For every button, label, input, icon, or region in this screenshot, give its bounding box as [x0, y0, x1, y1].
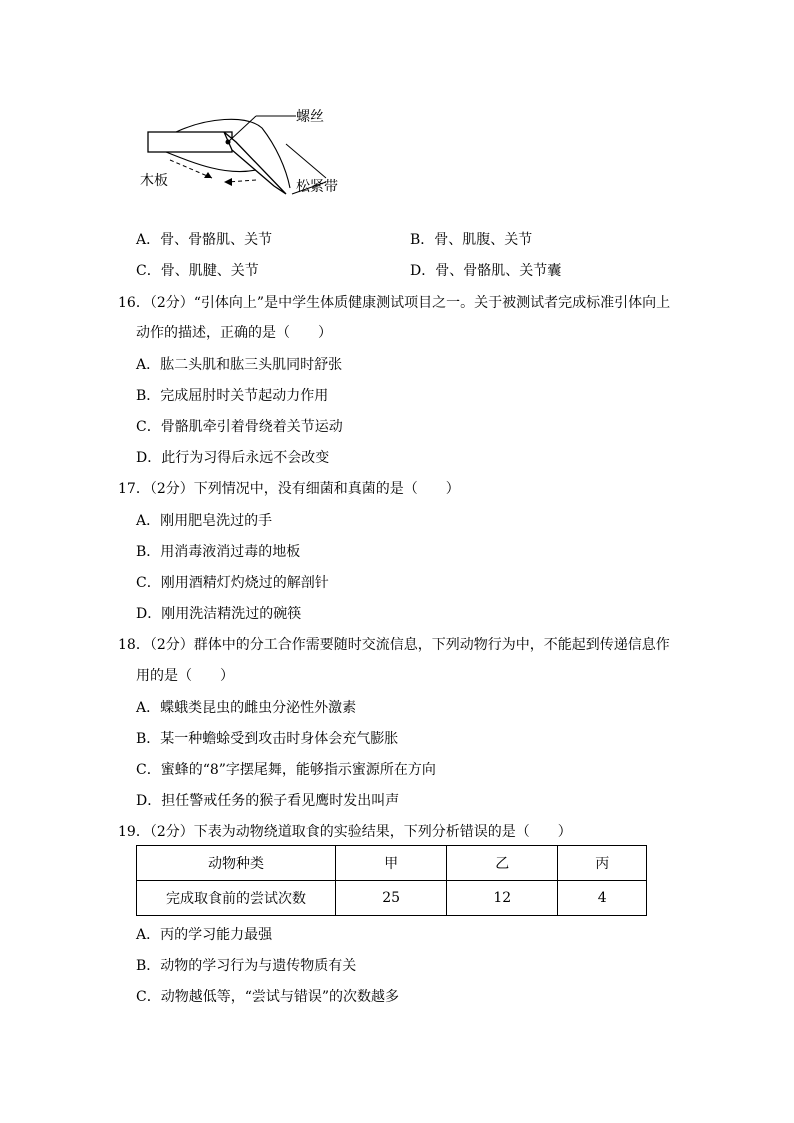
joint-model-drawing — [136, 98, 376, 210]
q15-option-b[interactable]: B．骨、肌腹、关节 — [410, 232, 533, 248]
table-cell: 完成取食前的尝试次数 — [137, 881, 336, 916]
q19-stem: 19．（2分）下表为动物绕道取食的实验结果，下列分析错误的是（ ） — [118, 824, 572, 840]
q16-option-b[interactable]: B．完成屈肘时关节起动力作用 — [136, 388, 329, 404]
q19-option-a[interactable]: A．丙的学习能力最强 — [136, 927, 273, 943]
q18-stem-cont: 用的是（ ） — [136, 668, 234, 684]
table-header-cell: 乙 — [447, 846, 558, 881]
table-cell: 12 — [447, 881, 558, 916]
table-header-cell: 动物种类 — [137, 846, 336, 881]
q18-stem: 18．（2分）群体中的分工合作需要随时交流信息，下列动物行为中，不能起到传递信息作 — [118, 637, 670, 653]
q15-option-a[interactable]: A．骨、骨骼肌、关节 — [136, 232, 273, 248]
table-header-cell: 甲 — [336, 846, 447, 881]
table-header-row — [137, 846, 647, 881]
q19-option-c[interactable]: C．动物越低等，“尝试与错误”的次数越多 — [136, 989, 400, 1005]
q18-option-c[interactable]: C．蜜蜂的“8”字摆尾舞，能够指示蜜源所在方向 — [136, 762, 436, 778]
q19-option-b[interactable]: B．动物的学习行为与遗传物质有关 — [136, 958, 357, 974]
q17-option-d[interactable]: D．刚用洗洁精洗过的碗筷 — [136, 606, 302, 622]
table-header-cell: 丙 — [558, 846, 647, 881]
q16-option-d[interactable]: D．此行为习得后永远不会改变 — [136, 450, 330, 466]
table-row — [137, 881, 647, 916]
experiment-table — [136, 845, 647, 916]
strap-label: 松紧带 — [296, 179, 338, 195]
q15-option-c[interactable]: C．骨、肌腱、关节 — [136, 263, 259, 279]
q18-option-a[interactable]: A．蝶蛾类昆虫的雌虫分泌性外激素 — [136, 700, 357, 716]
screw-label: 螺丝 — [296, 109, 324, 125]
q18-option-d[interactable]: D．担任警戒任务的猴子看见鹰时发出叫声 — [136, 793, 400, 809]
q18-option-b[interactable]: B．某一种蟾蜍受到攻击时身体会充气膨胀 — [136, 731, 399, 747]
q17-option-a[interactable]: A．刚用肥皂洗过的手 — [136, 513, 273, 529]
board-label: 木板 — [140, 173, 168, 189]
q17-option-b[interactable]: B．用消毒液消过毒的地板 — [136, 544, 301, 560]
q16-stem-cont: 动作的描述，正确的是（ ） — [136, 325, 332, 341]
joint-model-figure — [136, 98, 376, 210]
q16-stem: 16．（2分）“引体向上”是中学生体质健康测试项目之一。关于被测试者完成标准引体向上 — [118, 295, 671, 311]
q17-stem: 17．（2分）下列情况中，没有细菌和真菌的是（ ） — [118, 481, 460, 497]
table-cell: 4 — [558, 881, 647, 916]
q16-option-a[interactable]: A．肱二头肌和肱三头肌同时舒张 — [136, 357, 343, 373]
q15-option-d[interactable]: D．骨、骨骼肌、关节囊 — [410, 263, 562, 279]
q16-option-c[interactable]: C．骨骼肌牵引着骨绕着关节运动 — [136, 419, 343, 435]
table-cell: 25 — [336, 881, 447, 916]
q17-option-c[interactable]: C．刚用酒精灯灼烧过的解剖针 — [136, 575, 329, 591]
